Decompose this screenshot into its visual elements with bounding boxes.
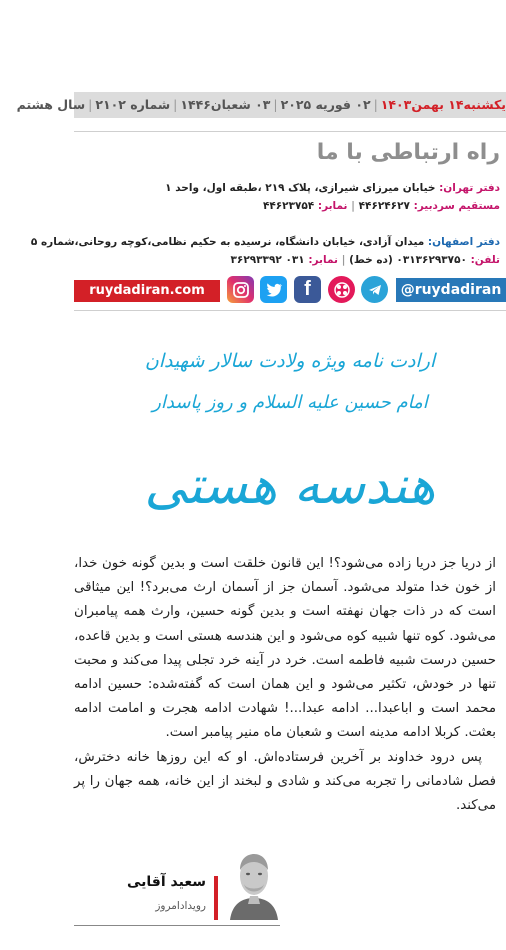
issue-number: شماره ۲۱۰۲ bbox=[95, 97, 171, 112]
article-body bbox=[74, 552, 496, 818]
fax-phone: ۴۴۶۲۳۷۵۴ bbox=[262, 200, 315, 212]
editor-line: مستقیم سردبیر: ۴۴۶۲۴۶۲۷ | نمابر: ۴۴۶۲۳۷۵۴ bbox=[262, 200, 500, 212]
divider bbox=[74, 310, 506, 311]
author-photo bbox=[228, 844, 280, 920]
fax-label: نمابر: bbox=[317, 200, 348, 212]
telegram-icon[interactable] bbox=[361, 276, 388, 303]
accent-bar bbox=[214, 876, 218, 920]
paragraph: پس درود خداوند بر آخرین فرستاده‌اش. او که این روزها خانه دخترش، فصل شادمانی را تجربه می‌کند و شادی و لبخند از این خانه، همه جهان را پر می‌کند. bbox=[74, 749, 496, 814]
phone-label: تلفن: bbox=[470, 254, 500, 266]
article-title: هندسه هستی bbox=[144, 456, 436, 516]
tehran-address: خیابان میرزای شیرازی، پلاک ۲۱۹ ،طبقه اول، واحد ۱ bbox=[165, 182, 436, 194]
volume-year: سال هشتم bbox=[16, 97, 86, 112]
day-date: یکشنبه۱۴ بهمن۱۴۰۳ bbox=[380, 97, 506, 112]
instagram-icon[interactable] bbox=[227, 276, 254, 303]
isfahan-address: میدان آزادی، خیابان دانشگاه، نرسیده به حکیم نظامی،کوچه روحانی،شماره ۵ bbox=[30, 236, 425, 248]
hijri-date: ۰۳ شعبان۱۴۴۶ bbox=[180, 97, 271, 112]
date-bar: یکشنبه۱۴ بهمن۱۴۰۳|۰۲ فوریه ۲۰۲۵|۰۳ شعبان۱۴۴۶|شماره ۲۱۰۲|سال هشتم bbox=[74, 92, 506, 118]
isfahan-label: دفتر اصفهان: bbox=[427, 236, 500, 248]
social-handle[interactable]: @ruydadiran bbox=[396, 278, 506, 302]
paragraph: از دریا جز دریا زاده می‌شود؟! این قانون خلقت است و بدین گونه خون خدا، از خون خدا متولد می‌شود. آسمان جز از آسمان ارث می‌برد؟! این میثاقی است که در ذات جهان نهفته است و بدین گونه حسین، وارث همه پیامبران می‌شود. کوه تنها شبیه کوه می‌شود و این هندسه هستی است و بدین قاعده، حسین درست شبیه فاطمه است. خرد در آینه خرد تجلی پیدا می‌کند و محبت تنها در خودش، تکثیر می‌شود و این همان است که گفته‌شده: حسین ادامه محمد است و اباعبدا... ادامه عبدا...! شهادت ادامه هجرت و امامت ادامه بعثت. کربلا ادامه مدینه است و شعبان ماه منیر پیامبر است. bbox=[74, 556, 496, 741]
author-role: رویدادامروز bbox=[155, 900, 206, 912]
tehran-label: دفتر تهران: bbox=[439, 182, 500, 194]
kicker-line-1: ارادت نامه ویژه ولادت سالار شهیدان bbox=[144, 350, 436, 372]
isfahan-fax: ۰۳۱ ۳۶۲۹۳۳۹۲ bbox=[230, 254, 305, 266]
author-name: سعید آقایی bbox=[127, 874, 206, 890]
facebook-icon[interactable]: f bbox=[294, 276, 321, 303]
divider bbox=[74, 131, 506, 132]
isfahan-phone: ۰۳۱۳۶۲۹۳۷۵۰ (ده خط) bbox=[349, 254, 467, 266]
website-link[interactable]: ruydadiran.com bbox=[74, 280, 220, 302]
isfahan-fax-label: نمابر: bbox=[308, 254, 338, 266]
tehran-office-line bbox=[165, 182, 500, 194]
kicker-line-2: امام حسین علیه السلام و روز پاسدار bbox=[152, 392, 428, 413]
editor-phone: ۴۴۶۲۴۶۲۷ bbox=[358, 200, 410, 212]
gregorian-date: ۰۲ فوریه ۲۰۲۵ bbox=[280, 97, 371, 112]
isfahan-office-line bbox=[31, 236, 500, 248]
aparat-icon[interactable] bbox=[328, 276, 355, 303]
divider bbox=[74, 925, 280, 926]
editor-label: مستقیم سردبیر: bbox=[413, 200, 500, 212]
twitter-icon[interactable] bbox=[260, 276, 287, 303]
isfahan-phone-line: تلفن: ۰۳۱۳۶۲۹۳۷۵۰ (ده خط) | نمابر: ۰۳۱ ۳۶۲۹۳۳۹۲ bbox=[230, 254, 500, 266]
contact-title: راه ارتباطی با ما bbox=[316, 140, 500, 165]
